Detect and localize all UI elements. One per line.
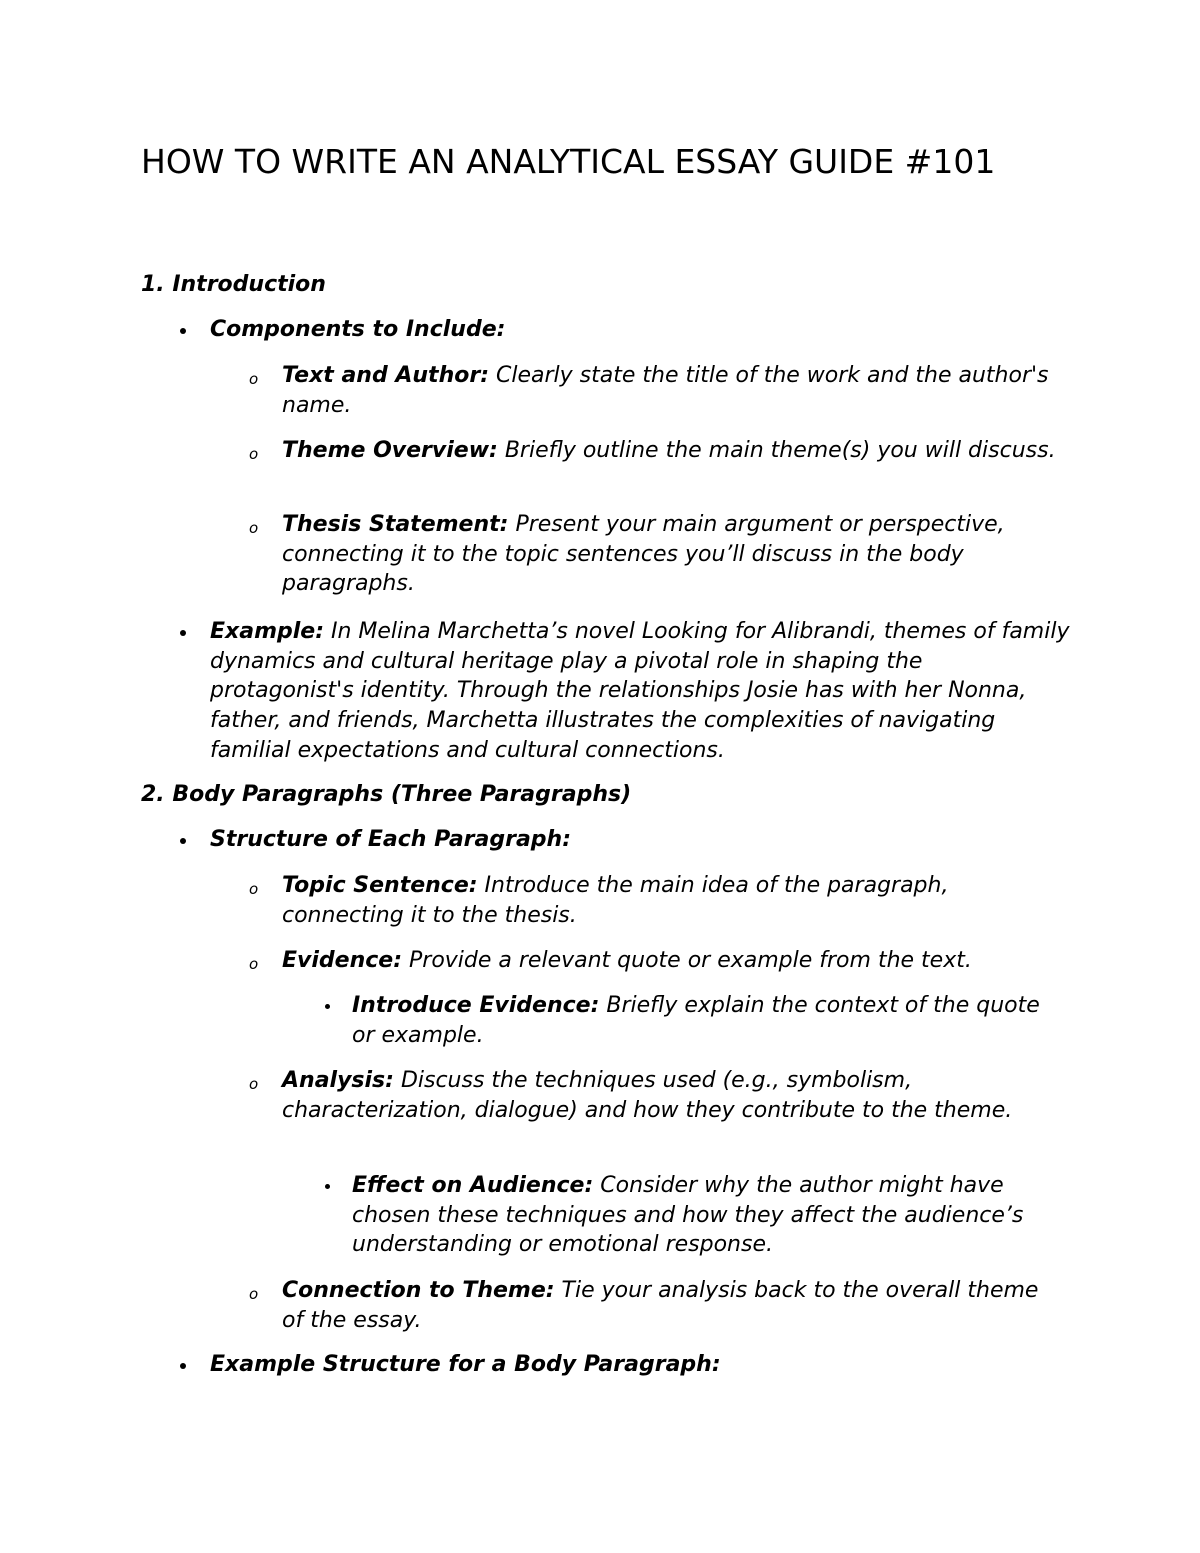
item-analysis (249, 1066, 1062, 1125)
components-label: Components to Include: (210, 317, 506, 342)
item-topic-sentence (249, 871, 1062, 930)
item-evidence (249, 946, 1062, 976)
component-description: Clearly state the title of the work and the author's name. (282, 363, 1049, 418)
item-term: Connection to Theme: (282, 1278, 555, 1303)
circle-bullet-icon: o (249, 1285, 259, 1303)
item-connection-to-theme (249, 1276, 1062, 1335)
item-description: Introduce the main idea of the paragraph, connecting it to the thesis. (282, 873, 949, 928)
component-term: Text and Author: (282, 363, 490, 388)
circle-bullet-icon: o (249, 519, 259, 537)
component-description: Briefly outline the main theme(s) you will discuss. (497, 438, 1056, 463)
subitem-description: Briefly explain the context of the quote or example. (352, 993, 1040, 1048)
component-theme-overview (249, 436, 1062, 466)
bullet-icon (180, 838, 186, 844)
subitem-description: Consider why the author might have chosen these techniques and how they affect the audience’s understanding or emotional response. (352, 1173, 1024, 1258)
example-label: Example: (210, 619, 324, 644)
document-title: HOW TO WRITE AN ANALYTICAL ESSAY GUIDE #101 (141, 142, 996, 181)
bullet-icon (180, 328, 186, 334)
components-to-include (210, 315, 1070, 345)
component-text-and-author (249, 361, 1062, 420)
subitem-effect-on-audience (352, 1171, 1062, 1260)
circle-bullet-icon: o (249, 370, 259, 388)
bullet-icon (180, 630, 186, 636)
section-heading-introduction: 1. Introduction (141, 272, 326, 297)
square-bullet-icon (325, 1004, 330, 1009)
subitem-introduce-evidence (352, 991, 1062, 1050)
example-structure-label: Example Structure for a Body Paragraph: (210, 1352, 721, 1377)
item-description: Discuss the techniques used (e.g., symbolism, characterization, dialogue) and how they contribute to the theme. (282, 1068, 1013, 1123)
example-structure-heading (210, 1350, 1070, 1380)
circle-bullet-icon: o (249, 955, 259, 973)
component-term: Thesis Statement: (282, 512, 509, 537)
item-term: Evidence: (282, 948, 403, 973)
section-heading-body-paragraphs: 2. Body Paragraphs (Three Paragraphs) (141, 782, 632, 807)
component-thesis-statement (249, 510, 1062, 599)
circle-bullet-icon: o (249, 880, 259, 898)
item-term: Topic Sentence: (282, 873, 478, 898)
circle-bullet-icon: o (249, 1075, 259, 1093)
item-description: Tie your analysis back to the overall theme of the essay. (282, 1278, 1039, 1333)
bullet-icon (180, 1363, 186, 1369)
item-term: Analysis: (282, 1068, 394, 1093)
square-bullet-icon (325, 1184, 330, 1189)
component-description: Present your main argument or perspective, connecting it to the topic sentences you’ll discuss in the body paragraphs. (282, 512, 1005, 597)
item-description: Provide a relevant quote or example from the text. (402, 948, 972, 973)
structure-of-each-paragraph (210, 825, 1070, 855)
subitem-term: Effect on Audience: (352, 1173, 594, 1198)
subitem-term: Introduce Evidence: (352, 993, 600, 1018)
circle-bullet-icon: o (249, 445, 259, 463)
structure-label: Structure of Each Paragraph: (210, 827, 572, 852)
example-text: In Melina Marchetta’s novel Looking for Alibrandi, themes of family dynamics and cultural heritage play a pivotal role in shaping the protagonist's identity. Through the relationships Josie has with her Nonna, father, and friends, Marchetta illustrates the complexities of navigating familial expectations and cultural connections. (210, 619, 1070, 763)
component-term: Theme Overview: (282, 438, 498, 463)
introduction-example (210, 617, 1070, 766)
